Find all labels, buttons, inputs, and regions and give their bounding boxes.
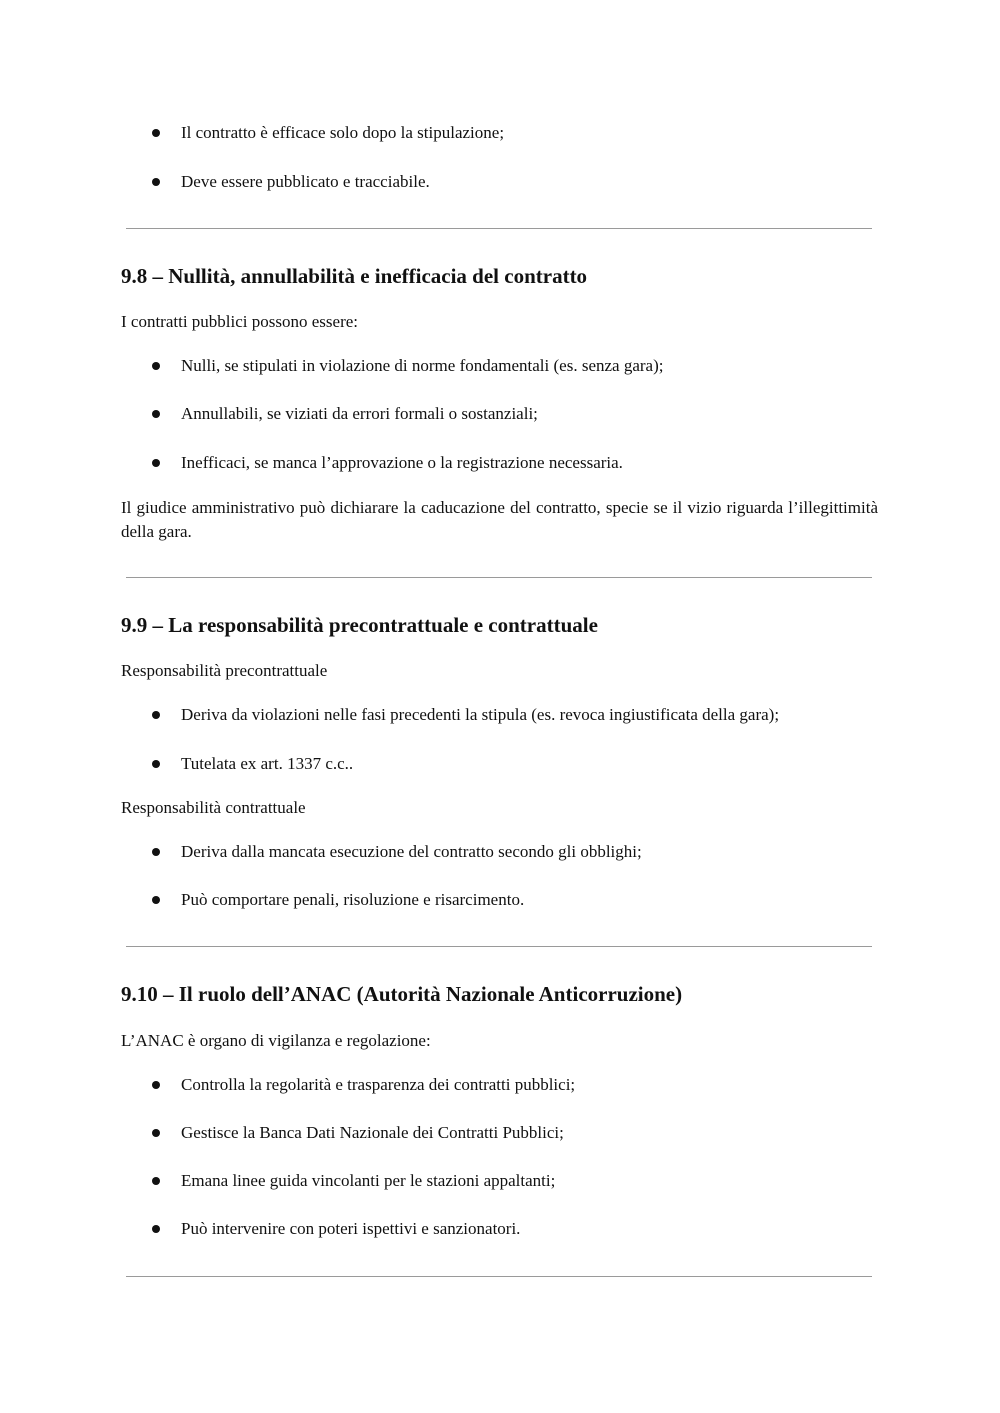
list-item: Emana linee guida vincolanti per le stazioni appaltanti; xyxy=(181,1171,556,1190)
section-heading-9-10: 9.10 – Il ruolo dell’ANAC (Autorità Nazionale Anticorruzione) xyxy=(121,982,683,1006)
section-heading-9-9: 9.9 – La responsabilità precontrattuale e contrattuale xyxy=(121,613,598,637)
section-paragraph: Il giudice amministrativo può dichiarare la caducazione del contratto, specie se il vizio riguarda l’illegittimità della gara. xyxy=(121,498,878,541)
section-intro: I contratti pubblici possono essere: xyxy=(121,312,359,331)
list-item: Può comportare penali, risoluzione e risarcimento. xyxy=(181,890,525,909)
bullet-marker xyxy=(152,129,160,137)
list-item: Il contratto è efficace solo dopo la stipulazione; xyxy=(181,123,505,142)
section-divider xyxy=(126,946,872,947)
bullet-marker xyxy=(152,1081,160,1089)
section-divider xyxy=(126,577,872,578)
list-item: Annullabili, se viziati da errori formali o sostanziali; xyxy=(181,404,538,423)
bullet-marker xyxy=(152,362,160,370)
list-item: Può intervenire con poteri ispettivi e sanzionatori. xyxy=(181,1219,521,1238)
bullet-marker xyxy=(152,410,160,418)
bullet-marker xyxy=(152,760,160,768)
subheading-contractual: Responsabilità contrattuale xyxy=(121,798,306,817)
section-divider xyxy=(126,228,872,229)
section-divider xyxy=(126,1276,872,1277)
list-item: Tutelata ex art. 1337 c.c.. xyxy=(181,754,354,773)
list-item: Nulli, se stipulati in violazione di norme fondamentali (es. senza gara); xyxy=(181,356,664,375)
bullet-marker xyxy=(152,1129,160,1137)
list-item: Deriva dalla mancata esecuzione del contratto secondo gli obblighi; xyxy=(181,842,642,861)
bullet-marker xyxy=(152,1225,160,1233)
bullet-marker xyxy=(152,896,160,904)
bullet-marker xyxy=(152,178,160,186)
bullet-marker xyxy=(152,848,160,856)
list-item: Inefficaci, se manca l’approvazione o la registrazione necessaria. xyxy=(181,453,623,472)
list-item: Gestisce la Banca Dati Nazionale dei Contratti Pubblici; xyxy=(181,1123,564,1142)
list-item: Deriva da violazioni nelle fasi precedenti la stipula (es. revoca ingiustificata della gara); xyxy=(181,705,780,724)
list-item: Controlla la regolarità e trasparenza dei contratti pubblici; xyxy=(181,1075,576,1094)
bullet-marker xyxy=(152,711,160,719)
section-intro: L’ANAC è organo di vigilanza e regolazione: xyxy=(121,1031,431,1050)
section-heading-9-8: 9.8 – Nullità, annullabilità e inefficacia del contratto xyxy=(121,264,588,288)
subheading-precontractual: Responsabilità precontrattuale xyxy=(121,661,328,680)
bullet-marker xyxy=(152,459,160,467)
list-item: Deve essere pubblicato e tracciabile. xyxy=(181,172,430,191)
bullet-marker xyxy=(152,1177,160,1185)
